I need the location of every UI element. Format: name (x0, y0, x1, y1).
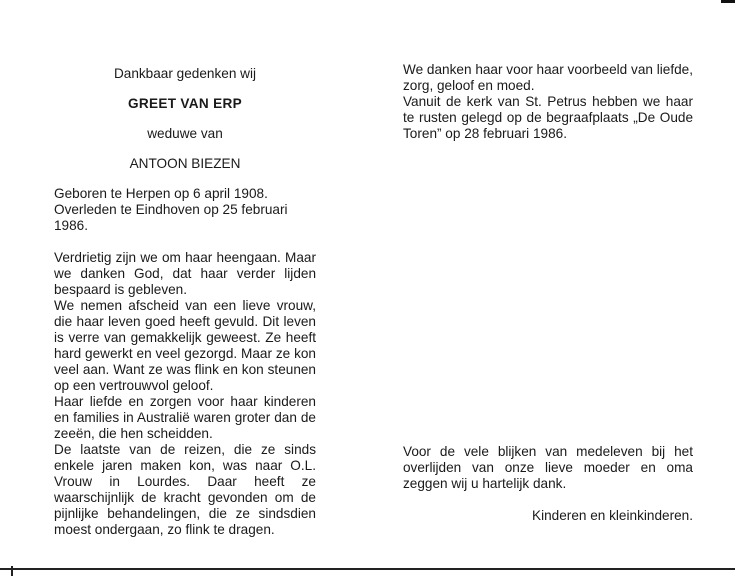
thanks-paragraph: Voor de vele blijken van medeleven bij het overlijden van onze lieve moeder en oma zeggen wij u hartelijk dank. (403, 444, 693, 491)
burial-paragraph: Vanuit de kerk van St. Petrus hebben we haar te rusten gelegd op de begraafplaats „De Oude Toren” op 28 februari 1986. (403, 94, 693, 141)
left-column (54, 62, 316, 538)
gratitude-paragraph: We danken haar voor haar voorbeeld van liefde, zorg, geloof en moed. (403, 62, 693, 93)
birth-line: Geboren te Herpen op 6 april 1908. (54, 186, 268, 201)
right-column (403, 62, 693, 532)
signature-line: Kinderen en kleinkinderen. (532, 508, 693, 523)
paragraph-2: We nemen afscheid van een lieve vrouw, die haar leven goed heeft gevuld. Dit leven is verre van gemakkelijk geweest. Ze heeft hard gewerkt en veel gezorgd. Maar ze kon veel aan. Want ze was flink en kon steunen op een vertrouwvol geloof. (54, 298, 316, 393)
paragraph-4: De laatste van de reizen, die ze sinds enkele jaren maken kon, was naar O.L. Vrouw in Lourdes. Daar heeft ze waarschijnlijk de kracht gevonden om de pijnlijke behandelingen, die ze sindsdien moest ondergaan, zo flink te dragen. (54, 442, 316, 537)
paragraph-3: Haar liefde en zorgen voor haar kinderen en families in Australië waren groter dan de zeeën, die hen scheidden. (54, 394, 316, 441)
paragraph-1: Verdrietig zijn we om haar heengaan. Maar we danken God, dat haar verder lijden bespaard is gebleven. (54, 250, 316, 297)
relation-line: weduwe van (147, 126, 223, 141)
spouse-name: ANTOON BIEZEN (129, 156, 241, 171)
deceased-name: GREET VAN ERP (128, 96, 242, 111)
scan-edge-top (721, 0, 735, 3)
death-line: Overleden te Eindhoven op 25 februari 1986. (54, 202, 288, 233)
intro-line: Dankbaar gedenken wij (113, 66, 257, 81)
scan-edge-tick (11, 566, 13, 576)
scan-edge-bottom (0, 568, 735, 570)
